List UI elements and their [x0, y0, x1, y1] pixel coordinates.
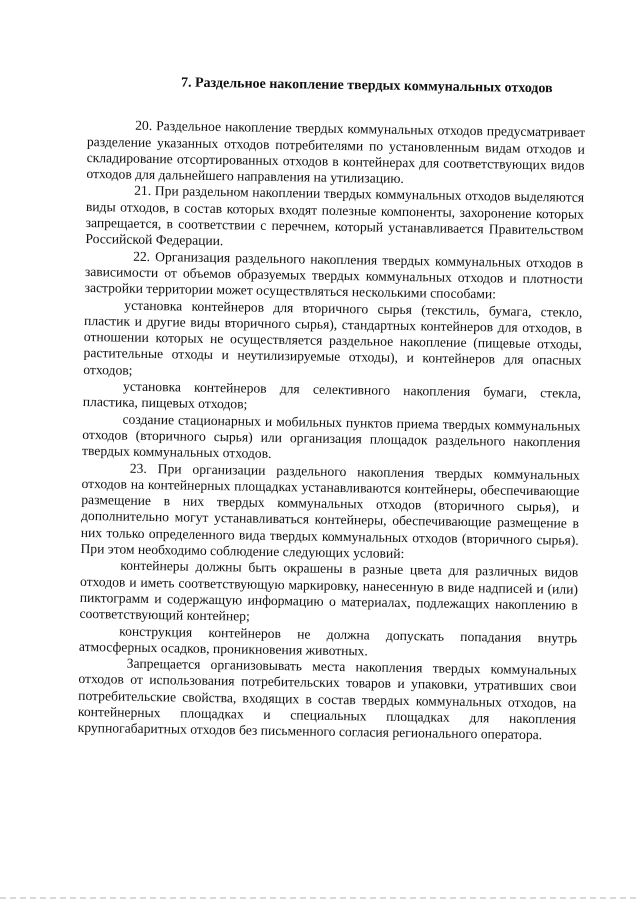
list-item-secondary-containers: установка контейнеров для вторичного сырья (текстиль, бумага, стекло, пластик и другие виды вторичного сырья), стандартных контейнеров для отходов, в отношении которых не осуществляется раздельное накопление (пищевые отходы, растительные отходы и неутилизируемые отходы), и контейнеров для опасных отходов; [83, 297, 583, 378]
list-item-container-colors: контейнеры должны быть окрашены в разные цвета для различных видов отходов и иметь соответствующую маркировку, нанесенную в виде надписей и (или) пиктограмм и содержащую информацию о материалах, подлежащих накоплению в соответствующий контейнер; [79, 557, 579, 624]
paragraph-23: 23. При организации раздельного накопления твердых коммунальных отходов на контейнерных площадках устанавливаются контейнеры, обеспечивающие размещение в них твердых коммунальных отходов (вторичного сырья), и дополнительно могут устанавливаться контейнеры, обеспечивающие размещение в них только определенного вида твердых коммунальных отходов (вторичного сырья). При этом необходимо соблюдение следующих условий: [80, 460, 580, 562]
scan-edge-artifact [0, 897, 640, 899]
paragraph-22: 22. Организация раздельного накопления твердых коммунальных отходов в зависимости от объемов образуемых твердых коммунальных отходов и плотности застройки территории может осуществляться несколькими способами: [84, 248, 584, 302]
paragraph-prohibition: Запрещается организовывать места накопления твердых коммунальных отходов от использования потребительских товаров и упаковки, утративших свои потребительские свойства, входящих в состав твердых коммунальных отходов, на контейнерных площадках и специальных площадках для накопления крупногабаритных отходов без письменного согласия регионального оператора. [77, 655, 577, 743]
list-item-collection-points: создание стационарных и мобильных пунктов приема твердых коммунальных отходов (вторичного сырья) или организация площадок раздельного накопления твердых коммунальных отходов. [81, 411, 581, 462]
document-body [78, 74, 586, 744]
paragraph-20: 20. Раздельное накопление твердых коммунальных отходов предусматривает разделение указанных отходов потребителями по установленным видам отходов и складирование отсортированных отходов в контейнерах для соответствующих видов отходов для дальнейшего направления на утилизацию. [86, 118, 586, 187]
list-item-container-design: конструкция контейнеров не должна допускать попадания внутрь атмосферных осадков, проникновения животных. [78, 623, 578, 659]
section-heading: 7. Раздельное накопление твердых коммунальных отходов [180, 75, 553, 97]
paragraph-21: 21. При раздельном накоплении твердых коммунальных отходов выделяются виды отходов, в состав которых входят полезные компоненты, захоронение которых запрещается, в соответствии с перечнем, который устанавливается Правительством Российской Федерации. [85, 183, 585, 249]
list-item-selective-containers: установка контейнеров для селективного накопления бумаги, стекла, пластика, пищевых отходов; [82, 378, 582, 412]
